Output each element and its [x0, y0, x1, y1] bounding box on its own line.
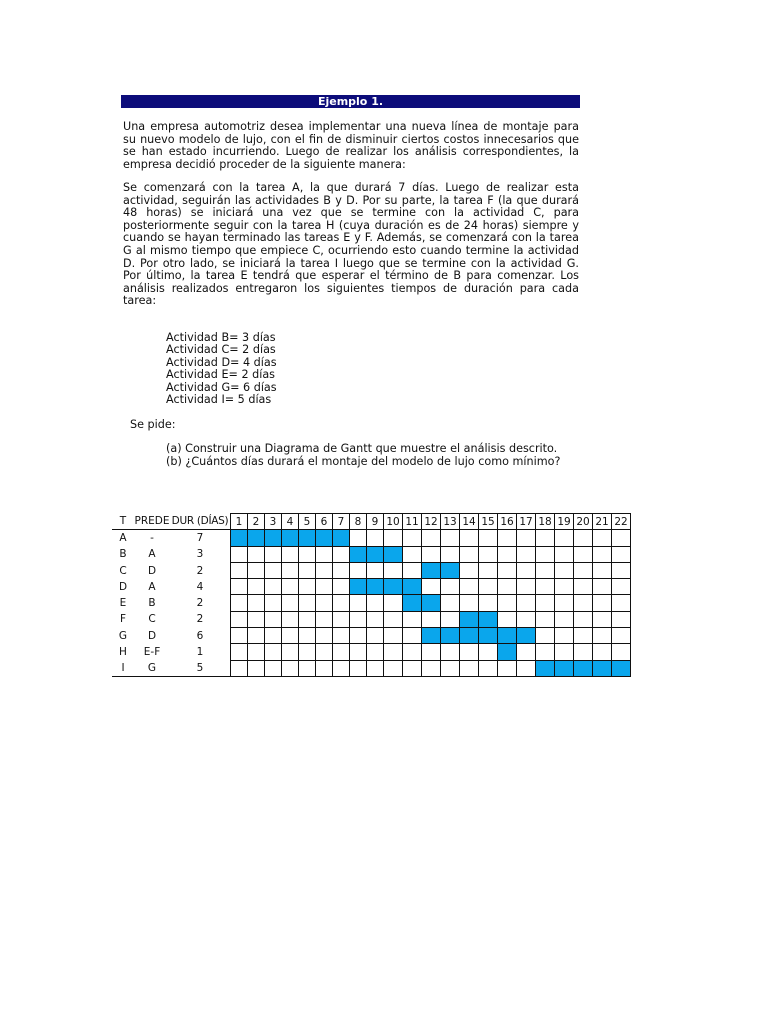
gantt-cell	[350, 595, 367, 611]
row-predecessor: B	[148, 597, 156, 610]
gantt-cell	[517, 644, 536, 660]
gantt-cell	[555, 546, 574, 562]
gantt-bar-cell	[498, 644, 517, 660]
gantt-cell	[248, 660, 265, 676]
gantt-bar-cell	[367, 546, 384, 562]
gantt-cell	[282, 562, 299, 578]
gantt-cell	[333, 644, 350, 660]
gantt-row	[112, 660, 631, 676]
gantt-cell	[612, 628, 631, 644]
gantt-cell	[555, 644, 574, 660]
gantt-cell	[248, 628, 265, 644]
gantt-cell	[316, 644, 333, 660]
day-header: 9	[367, 514, 384, 530]
gantt-cell	[593, 579, 612, 595]
gantt-cell	[479, 660, 498, 676]
gantt-cell	[536, 562, 555, 578]
gantt-cell	[460, 660, 479, 676]
gantt-cell	[231, 562, 248, 578]
gantt-bar-cell	[422, 595, 441, 611]
day-header: 17	[517, 514, 536, 530]
gantt-row	[112, 546, 631, 562]
gantt-cell	[498, 595, 517, 611]
gantt-cell	[574, 530, 593, 546]
gantt-cell	[479, 562, 498, 578]
day-header: 4	[282, 514, 299, 530]
gantt-cell	[333, 595, 350, 611]
gantt-cell	[574, 562, 593, 578]
gantt-cell	[479, 595, 498, 611]
gantt-bar-cell	[265, 530, 282, 546]
gantt-cell	[248, 611, 265, 627]
gantt-cell	[403, 546, 422, 562]
gantt-cell	[536, 579, 555, 595]
intro-paragraph: Una empresa automotriz desea implementar una nueva línea de montaje para su nuevo modelo de lujo, con el fin de disminuir ciertos costos innecesarios que se han estado incurriendo. Luego de realizar los análisis correspondientes, la empresa decidió proceder de la siguiente manera:	[123, 120, 579, 171]
gantt-cell	[350, 562, 367, 578]
gantt-bar-cell	[441, 562, 460, 578]
question-item: (a) Construir una Diagrama de Gantt que muestre el análisis descrito.	[166, 442, 558, 455]
gantt-bar-cell	[498, 628, 517, 644]
gantt-cell	[612, 530, 631, 546]
gantt-cell	[593, 628, 612, 644]
gantt-cell	[299, 546, 316, 562]
gantt-cell	[612, 579, 631, 595]
gantt-cell	[574, 628, 593, 644]
gantt-row	[112, 530, 631, 546]
gantt-cell	[316, 611, 333, 627]
gantt-row	[112, 595, 631, 611]
row-duration: 7	[196, 532, 204, 545]
gantt-cell	[367, 562, 384, 578]
row-predecessor: G	[134, 660, 170, 676]
activity-item: Actividad E= 2 días	[166, 368, 276, 382]
gantt-bar-cell	[384, 546, 403, 562]
row-task: D	[118, 580, 128, 593]
gantt-cell	[231, 579, 248, 595]
gantt-cell	[498, 530, 517, 546]
day-header: 3	[265, 514, 282, 530]
row-predecessor: A	[148, 580, 156, 593]
gantt-cell	[555, 628, 574, 644]
gantt-cell	[517, 579, 536, 595]
gantt-cell	[265, 660, 282, 676]
gantt-cell	[422, 546, 441, 562]
gantt-cell	[422, 660, 441, 676]
gantt-cell	[403, 562, 422, 578]
gantt-cell	[574, 546, 593, 562]
row-task: E	[119, 597, 127, 610]
gantt-cell	[403, 644, 422, 660]
day-header: 21	[593, 514, 612, 530]
gantt-bar-cell	[422, 562, 441, 578]
gantt-cell	[384, 644, 403, 660]
gantt-cell	[498, 562, 517, 578]
gantt-cell	[441, 595, 460, 611]
gantt-chart	[112, 513, 631, 677]
row-duration: 6	[196, 629, 204, 642]
row-task: I	[112, 660, 134, 676]
activity-item: Actividad I= 5 días	[166, 393, 272, 407]
gantt-cell	[555, 530, 574, 546]
gantt-cell	[231, 546, 248, 562]
gantt-cell	[265, 611, 282, 627]
gantt-row	[112, 628, 631, 644]
gantt-cell	[403, 611, 422, 627]
day-header: 8	[350, 514, 367, 530]
header-predecessor: PREDE	[134, 514, 170, 530]
gantt-cell	[612, 562, 631, 578]
gantt-bar-cell	[316, 530, 333, 546]
gantt-cell	[612, 595, 631, 611]
gantt-bar-cell	[282, 530, 299, 546]
gantt-cell	[517, 546, 536, 562]
gantt-cell	[350, 644, 367, 660]
gantt-cell	[479, 530, 498, 546]
activity-item: Actividad G= 6 días	[166, 380, 277, 394]
gantt-cell	[299, 660, 316, 676]
gantt-bar-cell	[441, 628, 460, 644]
gantt-cell	[536, 530, 555, 546]
gantt-cell	[333, 628, 350, 644]
gantt-cell	[316, 546, 333, 562]
gantt-cell	[248, 562, 265, 578]
gantt-cell	[555, 611, 574, 627]
gantt-cell	[574, 595, 593, 611]
gantt-cell	[367, 530, 384, 546]
gantt-cell	[299, 562, 316, 578]
gantt-cell	[316, 628, 333, 644]
gantt-cell	[350, 660, 367, 676]
gantt-cell	[574, 644, 593, 660]
gantt-cell	[265, 562, 282, 578]
gantt-cell	[350, 530, 367, 546]
gantt-bar-cell	[333, 530, 350, 546]
row-duration: 2	[196, 597, 204, 610]
row-duration: 5	[170, 660, 231, 676]
activity-item: Actividad C= 2 días	[166, 343, 276, 357]
gantt-cell	[422, 611, 441, 627]
gantt-cell	[299, 644, 316, 660]
gantt-cell	[479, 546, 498, 562]
gantt-bar-cell	[593, 660, 612, 676]
gantt-cell	[422, 644, 441, 660]
gantt-cell	[248, 546, 265, 562]
gantt-cell	[316, 562, 333, 578]
gantt-cell	[384, 611, 403, 627]
gantt-cell	[574, 611, 593, 627]
gantt-cell	[299, 579, 316, 595]
example-title: Ejemplo 1.	[121, 95, 580, 108]
gantt-cell	[422, 530, 441, 546]
gantt-cell	[384, 562, 403, 578]
gantt-cell	[333, 546, 350, 562]
gantt-cell	[536, 595, 555, 611]
gantt-cell	[384, 628, 403, 644]
gantt-bar-cell	[479, 628, 498, 644]
gantt-cell	[536, 628, 555, 644]
gantt-bar-cell	[403, 595, 422, 611]
gantt-cell	[536, 611, 555, 627]
se-pide-label: Se pide:	[130, 418, 176, 431]
gantt-cell	[593, 595, 612, 611]
gantt-cell	[231, 611, 248, 627]
row-task: B	[119, 548, 127, 561]
gantt-cell	[593, 611, 612, 627]
gantt-row	[112, 562, 631, 578]
gantt-cell	[282, 546, 299, 562]
row-task: C	[119, 564, 127, 577]
gantt-cell	[350, 628, 367, 644]
gantt-cell	[333, 579, 350, 595]
gantt-cell	[441, 579, 460, 595]
gantt-cell	[441, 530, 460, 546]
gantt-cell	[282, 611, 299, 627]
day-header: 11	[403, 514, 422, 530]
row-task: A	[119, 532, 127, 545]
gantt-row	[112, 579, 631, 595]
gantt-cell	[517, 530, 536, 546]
gantt-cell	[282, 595, 299, 611]
gantt-cell	[316, 579, 333, 595]
gantt-cell	[403, 660, 422, 676]
gantt-cell	[422, 579, 441, 595]
gantt-cell	[265, 644, 282, 660]
day-header: 6	[316, 514, 333, 530]
gantt-cell	[231, 595, 248, 611]
description-paragraph: Se comenzará con la tarea A, la que durará 7 días. Luego de realizar esta actividad, seguirán las actividades B y D. Por su parte, la tarea F (la que durará 48 horas) se iniciará una vez que se termine con la actividad C, para posteriormente seguir con la tarea H (cuya duración es de 24 horas) siempre y cuando se hayan terminado las tareas E y F. Además, se comenzará con la tarea G al mismo tiempo que empiece C, ocurriendo esto cuando termine la actividad D. Por otro lado, se iniciará la tarea I luego que se termine con la actividad G. Por último, la tarea E tendrá que esperar el término de B para comenzar. Los análisis realizados entregaron los siguientes tiempos de duración para cada tarea:	[123, 181, 579, 308]
gantt-cell	[265, 579, 282, 595]
gantt-cell	[441, 611, 460, 627]
gantt-cell	[248, 579, 265, 595]
gantt-header-row	[112, 514, 631, 530]
day-header: 7	[333, 514, 350, 530]
row-predecessor: A	[148, 548, 156, 561]
gantt-cell	[282, 579, 299, 595]
gantt-cell	[299, 628, 316, 644]
row-task: F	[119, 613, 127, 626]
gantt-cell	[612, 611, 631, 627]
gantt-cell	[593, 546, 612, 562]
gantt-cell	[555, 595, 574, 611]
gantt-cell	[403, 530, 422, 546]
gantt-row	[112, 611, 631, 627]
gantt-bar-cell	[479, 611, 498, 627]
gantt-bar-cell	[460, 611, 479, 627]
gantt-cell	[367, 660, 384, 676]
gantt-cell	[265, 628, 282, 644]
gantt-cell	[498, 660, 517, 676]
gantt-cell	[498, 579, 517, 595]
gantt-cell	[460, 530, 479, 546]
gantt-cell	[498, 611, 517, 627]
gantt-cell	[479, 579, 498, 595]
activity-list	[166, 332, 277, 406]
day-header: 19	[555, 514, 574, 530]
gantt-cell	[460, 579, 479, 595]
gantt-cell	[299, 595, 316, 611]
gantt-bar-cell	[231, 530, 248, 546]
gantt-cell	[536, 546, 555, 562]
gantt-cell	[384, 660, 403, 676]
gantt-bar-cell	[403, 579, 422, 595]
gantt-cell	[441, 644, 460, 660]
gantt-cell	[384, 595, 403, 611]
gantt-cell	[612, 644, 631, 660]
row-predecessor: E-F	[143, 646, 161, 659]
gantt-cell	[460, 562, 479, 578]
gantt-bar-cell	[574, 660, 593, 676]
gantt-cell	[555, 562, 574, 578]
gantt-bar-cell	[555, 660, 574, 676]
gantt-cell	[441, 546, 460, 562]
gantt-cell	[367, 628, 384, 644]
day-header: 2	[248, 514, 265, 530]
gantt-cell	[574, 579, 593, 595]
row-predecessor: D	[147, 629, 157, 642]
row-duration: 4	[196, 580, 204, 593]
gantt-body	[112, 530, 631, 677]
gantt-cell	[517, 660, 536, 676]
gantt-cell	[555, 579, 574, 595]
gantt-cell	[231, 660, 248, 676]
gantt-cell	[248, 595, 265, 611]
gantt-cell	[536, 644, 555, 660]
gantt-cell	[333, 660, 350, 676]
day-header: 20	[574, 514, 593, 530]
gantt-bar-cell	[422, 628, 441, 644]
gantt-bar-cell	[612, 660, 631, 676]
gantt-bar-cell	[350, 546, 367, 562]
day-header: 15	[479, 514, 498, 530]
gantt-cell	[333, 562, 350, 578]
gantt-cell	[333, 611, 350, 627]
row-predecessor: D	[147, 564, 157, 577]
day-header: 13	[441, 514, 460, 530]
day-header: 16	[498, 514, 517, 530]
gantt-cell	[316, 595, 333, 611]
gantt-cell	[367, 644, 384, 660]
day-header: 10	[384, 514, 403, 530]
gantt-bar-cell	[350, 579, 367, 595]
gantt-cell	[231, 628, 248, 644]
day-header: 22	[612, 514, 631, 530]
gantt-bar-cell	[367, 579, 384, 595]
row-duration: 1	[196, 646, 204, 659]
gantt-bar-cell	[460, 628, 479, 644]
gantt-cell	[479, 644, 498, 660]
activity-item: Actividad B= 3 días	[166, 331, 276, 344]
row-task: G	[118, 629, 128, 642]
row-predecessor: C	[148, 613, 156, 626]
gantt-cell	[498, 546, 517, 562]
gantt-bar-cell	[248, 530, 265, 546]
gantt-cell	[593, 530, 612, 546]
gantt-cell	[593, 644, 612, 660]
question-list	[166, 443, 560, 468]
gantt-cell	[316, 660, 333, 676]
day-header: 5	[299, 514, 316, 530]
gantt-cell	[350, 611, 367, 627]
header-task: T	[112, 514, 134, 530]
row-task: H	[119, 646, 127, 659]
gantt-cell	[299, 611, 316, 627]
day-header: 1	[231, 514, 248, 530]
gantt-bar-cell	[536, 660, 555, 676]
row-predecessor: -	[150, 532, 154, 545]
gantt-cell	[593, 562, 612, 578]
day-header: 14	[460, 514, 479, 530]
gantt-bar-cell	[517, 628, 536, 644]
gantt-cell	[460, 595, 479, 611]
gantt-cell	[517, 595, 536, 611]
row-duration: 3	[196, 548, 204, 561]
gantt-cell	[248, 644, 265, 660]
gantt-cell	[231, 644, 248, 660]
day-header: 12	[422, 514, 441, 530]
day-header: 18	[536, 514, 555, 530]
gantt-cell	[384, 530, 403, 546]
gantt-cell	[517, 562, 536, 578]
gantt-cell	[265, 595, 282, 611]
gantt-cell	[403, 628, 422, 644]
gantt-cell	[367, 611, 384, 627]
gantt-cell	[265, 546, 282, 562]
question-item: (b) ¿Cuántos días durará el montaje del modelo de lujo como mínimo?	[166, 454, 561, 468]
gantt-cell	[441, 660, 460, 676]
gantt-cell	[460, 644, 479, 660]
gantt-bar-cell	[299, 530, 316, 546]
gantt-cell	[460, 546, 479, 562]
gantt-cell	[282, 660, 299, 676]
gantt-cell	[367, 595, 384, 611]
gantt-cell	[517, 611, 536, 627]
gantt-cell	[282, 644, 299, 660]
gantt-bar-cell	[384, 579, 403, 595]
gantt-cell	[282, 628, 299, 644]
gantt-row	[112, 644, 631, 660]
activity-item: Actividad D= 4 días	[166, 355, 277, 369]
gantt-cell	[612, 546, 631, 562]
row-duration: 2	[196, 564, 204, 577]
row-duration: 2	[196, 613, 204, 626]
header-duration: DUR (DÍAS)	[170, 514, 231, 530]
